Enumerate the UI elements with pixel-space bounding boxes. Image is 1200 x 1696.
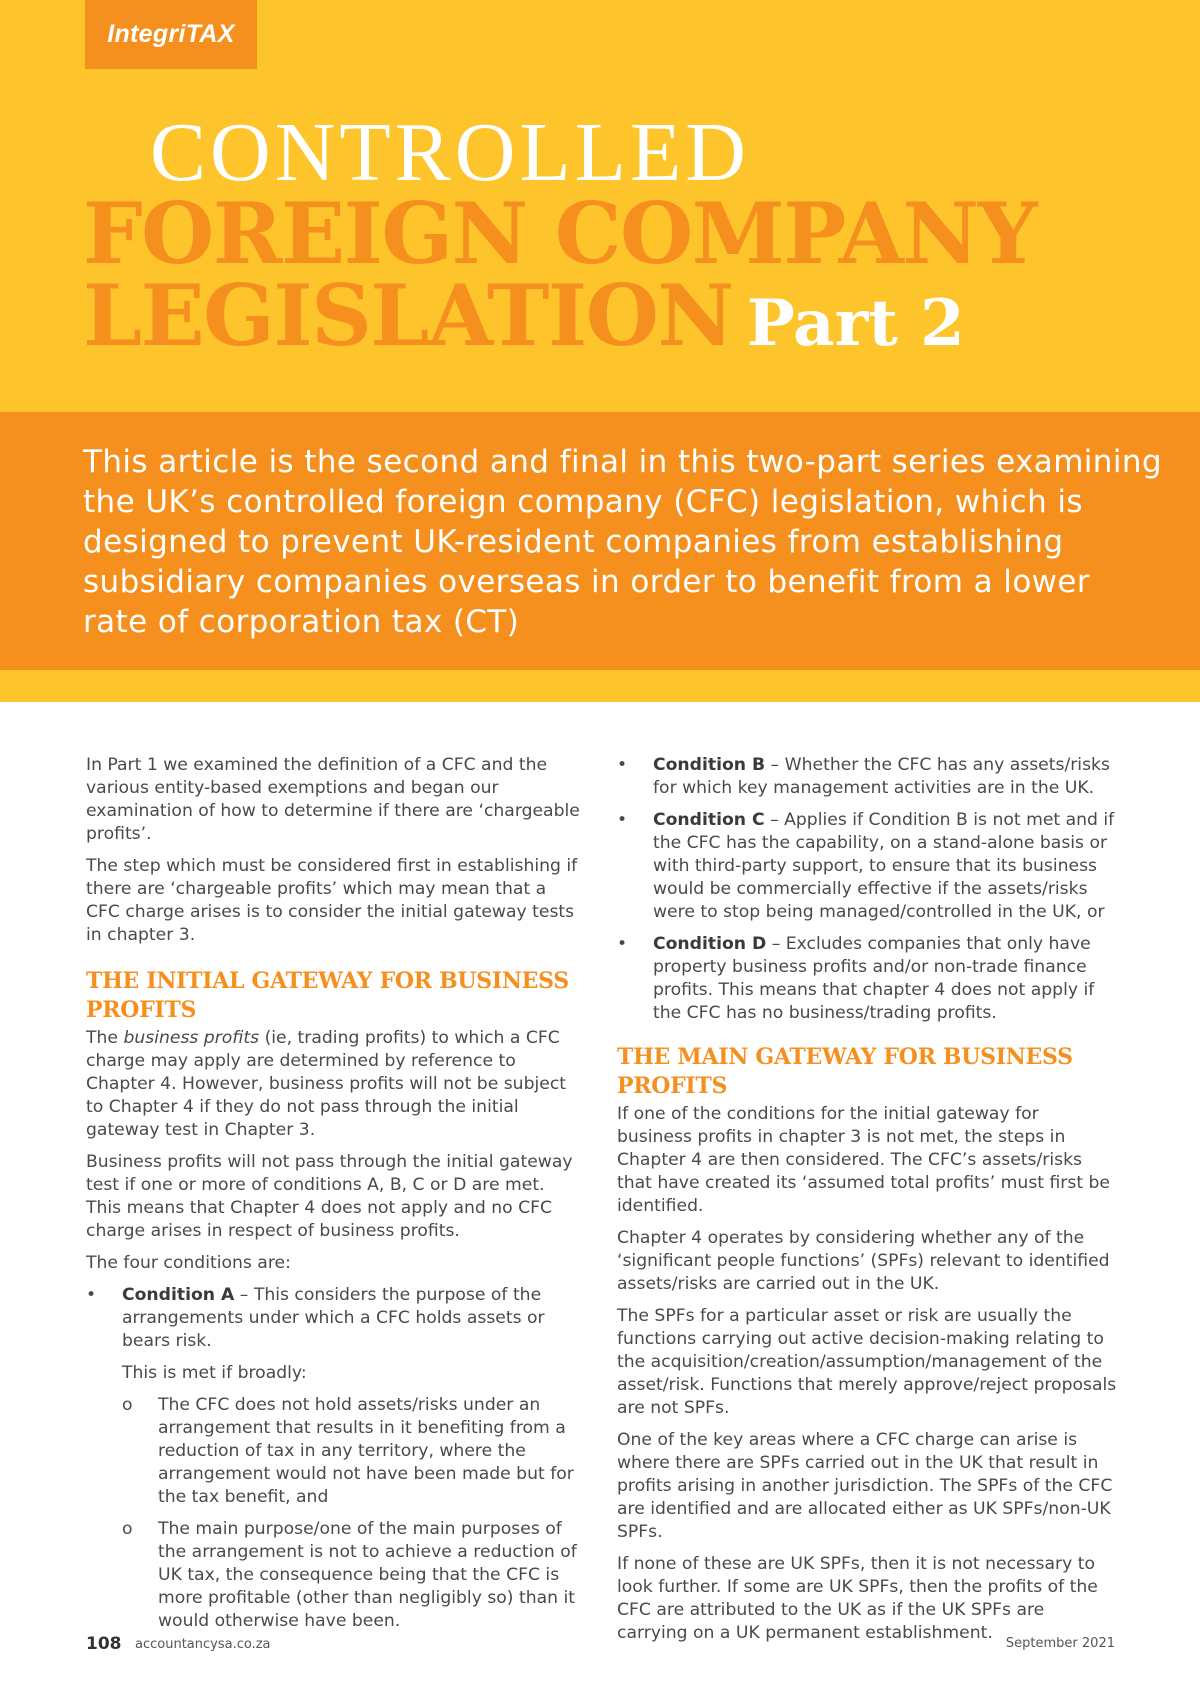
page-footer [0, 1634, 1200, 1662]
condition-c-item [617, 809, 1117, 924]
title-line-1: CONTROLLED [150, 106, 750, 199]
paragraph: If one of the conditions for the initial gateway for business profits in chapter 3 is not met, the steps in Chapter 4 are then considered. The CFC’s assets/risks that have created its ‘assumed total profits’ must first be identified. [617, 1104, 1111, 1216]
condition-label: Condition D [653, 934, 767, 954]
title-line-3-text: LEGISLATION [83, 266, 733, 365]
title-part: Part 2 [746, 286, 965, 361]
sub-marker: o [122, 1395, 133, 1415]
condition-text: – Whether the CFC has any assets/risks for which key management activities are in the UK. [653, 755, 1110, 798]
condition-a-item [86, 1284, 582, 1353]
bullet-marker: • [617, 810, 628, 830]
issue-date: September 2021 [1005, 1636, 1115, 1651]
condition-text: – This considers the purpose of the arrangements under which a CFC holds assets or bears risk. [122, 1285, 545, 1351]
title-line-3 [83, 268, 965, 372]
sub-item-text: The main purpose/one of the main purposes of the arrangement is not to achieve a reduction of UK tax, the consequence being that the CFC is more profitable (other than negligibly so) than it would otherwise have been. [158, 1519, 577, 1631]
paragraph: Business profits will not pass through the initial gateway test if one or more of conditions A, B, C or D are met. This means that Chapter 4 does not apply and no CFC charge arises in respect of business profits. [86, 1152, 573, 1241]
section-heading: THE INITIAL GATEWAY FOR BUSINESS PROFITS [86, 968, 569, 1023]
bullet-marker: • [617, 934, 628, 954]
condition-label: Condition A [122, 1285, 235, 1305]
paragraph: The step which must be considered first in establishing if there are ‘chargeable profits’ which may mean that a CFC charge arises is to consider the initial gateway tests in chapter 3. [86, 856, 578, 945]
paragraph: In Part 1 we examined the definition of a CFC and the various entity-based exemptions and began our examination of how to determine if there are ‘chargeable profits’. [86, 755, 580, 844]
text-run: (ie, trading profits) to which a CFC charge may apply are determined by reference to Chapter 4. However, business profits will not be subject to Chapter 4 if they do not pass through the initial gateway test in Chapter 3. [86, 1028, 567, 1140]
emphasis-text: business profits [123, 1028, 260, 1048]
condition-d-item [617, 933, 1117, 1025]
paragraph: The SPFs for a particular asset or risk are usually the functions carrying out active decision-making relating to the acquisition/creation/assumption/management of the asset/risk. Functions that merely approve/reject proposals are not SPFs. [617, 1306, 1117, 1418]
condition-text: – Applies if Condition B is not met and if the CFC has the capability, on a stand-alone basis or with third-party support, to ensure that its business would be commercially effective if the assets/risks were to stop being managed/controlled in the UK, or [653, 810, 1115, 922]
integritax-logo[interactable]: IntegriTAX [85, 0, 257, 69]
site-link[interactable]: accountancysa.co.za [135, 1637, 271, 1652]
sub-list-item [86, 1394, 582, 1509]
condition-label: Condition B [653, 755, 766, 775]
paragraph: One of the key areas where a CFC charge can arise is where there are SPFs carried out in the UK that result in profits arising in another jurisdiction. The SPFs of the CFC are identified and are allocated either as UK SPFs/non-UK SPFs. [617, 1430, 1113, 1542]
paragraph: If none of these are UK SPFs, then it is not necessary to look further. If some are UK SPFs, then the profits of the CFC are attributed to the UK as if the UK SPFs are carrying on a UK permanent establishment. [617, 1554, 1098, 1643]
sub-item-text: The CFC does not hold assets/risks under an arrangement that results in it benefiting from a reduction of tax in any territory, where the arrangement would not have been made but for the tax benefit, and [158, 1395, 574, 1507]
paragraph: The four conditions are: [86, 1253, 291, 1273]
bullet-marker: • [617, 755, 628, 775]
title-line-2: FOREIGN COMPANY [83, 184, 1037, 283]
text-run: The [86, 1028, 124, 1048]
right-column [617, 754, 1117, 1654]
condition-label: Condition C [653, 810, 765, 830]
page-number: 108 [86, 1634, 122, 1654]
condition-b-item [617, 754, 1117, 800]
sub-marker: o [122, 1519, 133, 1539]
sub-list-item [86, 1518, 582, 1633]
lead-panel [0, 412, 1200, 670]
section-heading: THE MAIN GATEWAY FOR BUSINESS PROFITS [617, 1044, 1073, 1099]
condition-text: – Excludes companies that only have property business profits and/or non-trade finance profits. This means that chapter 4 does not apply if the CFC has no business/trading profits. [653, 934, 1095, 1023]
paragraph: Chapter 4 operates by considering whether any of the ‘significant people functions’ (SPFs) relevant to identified assets/risks are carried out in the UK. [617, 1228, 1110, 1294]
condition-a-intro: This is met if broadly: [122, 1363, 307, 1383]
lead-text: This article is the second and final in this two-part series examining the UK’s controlled foreign company (CFC) legislation, which is designed to prevent UK-resident companies from establishing subsidiary companies overseas in order to benefit from a lower rate of corporation tax (CT) [83, 444, 1162, 640]
left-column [86, 754, 582, 1642]
paragraph [86, 1027, 582, 1142]
bullet-marker: • [86, 1285, 97, 1305]
